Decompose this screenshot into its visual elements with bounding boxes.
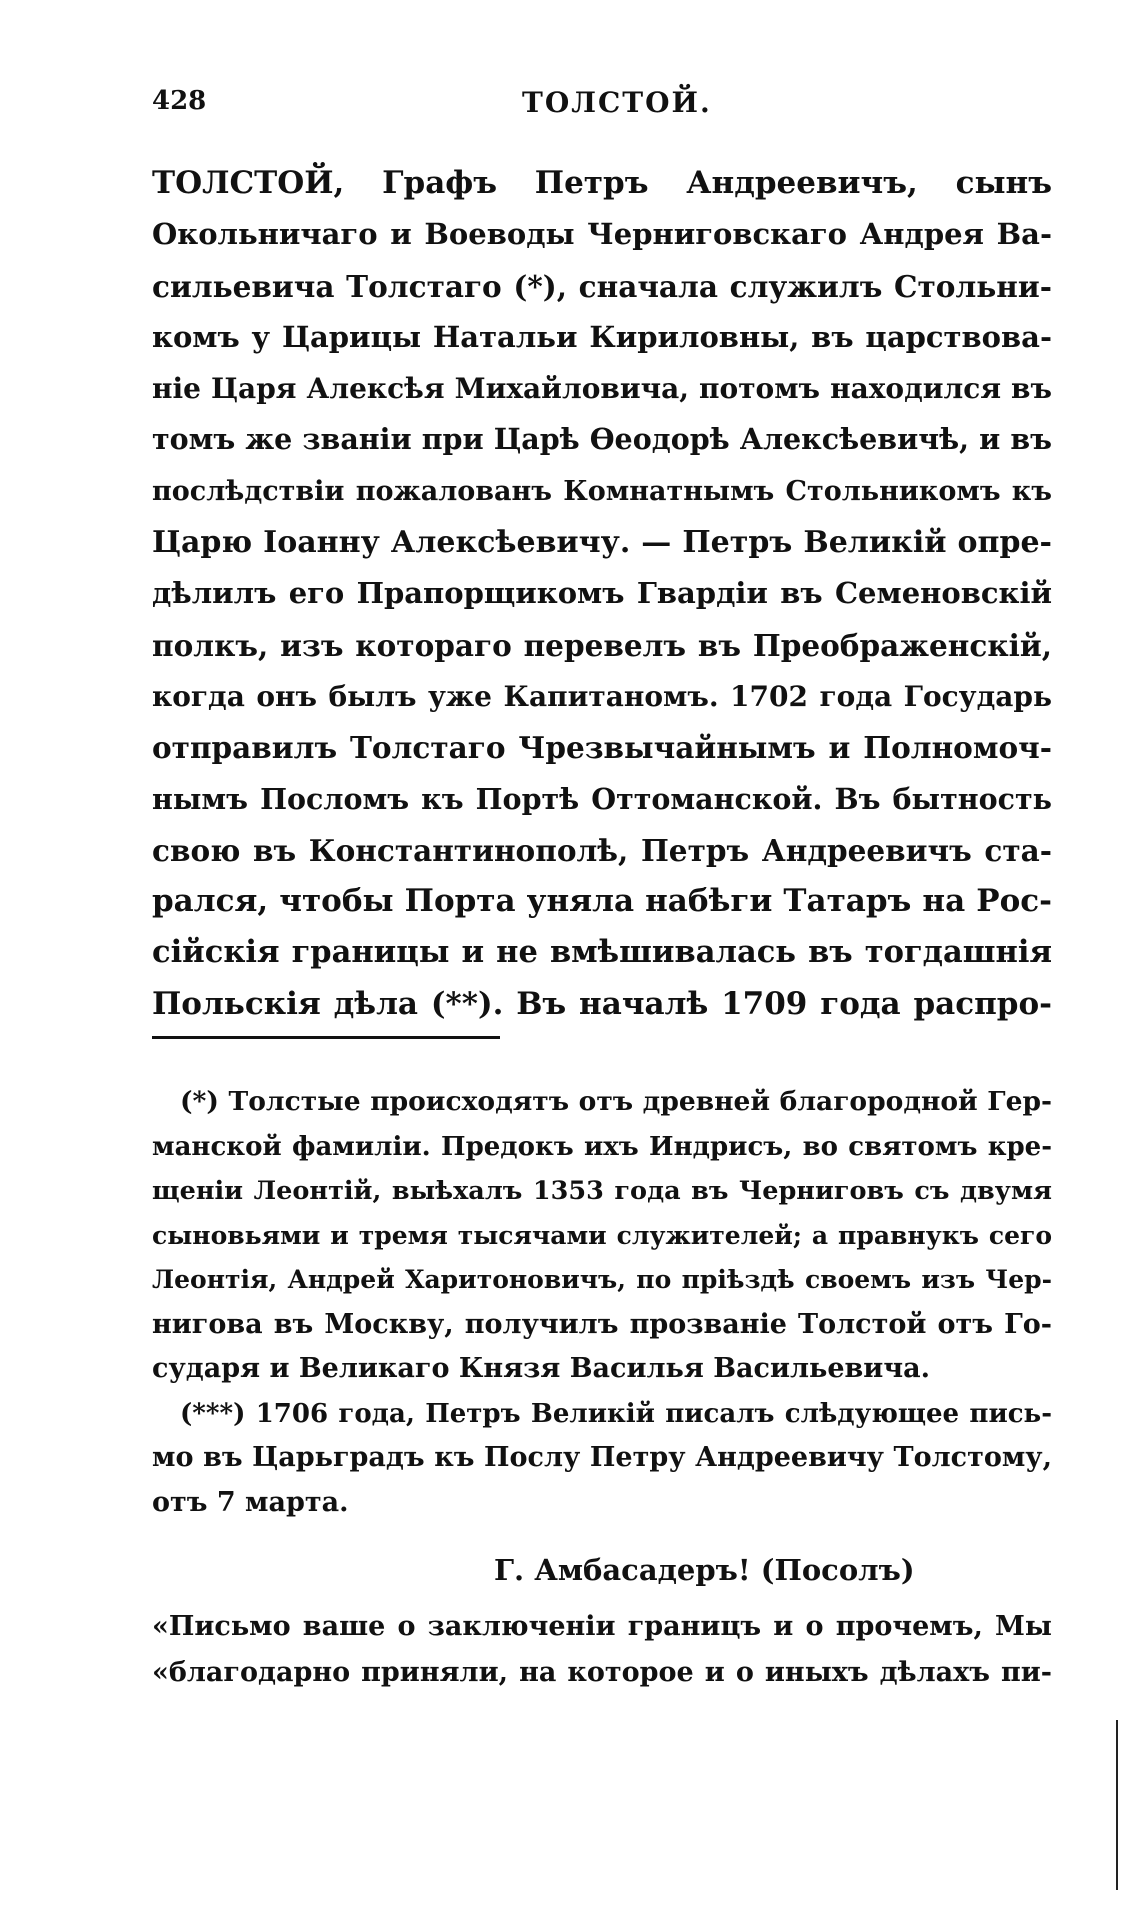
text-line: нымъ Посломъ къ Портѣ Оттоманской. Въ бытность <box>152 781 1052 816</box>
footnote-line: манской фамиліи. Предокъ ихъ Индрисъ, во святомъ кре- <box>152 1131 1052 1162</box>
text-line: ТОЛСТОЙ, Графъ Петръ Андреевичъ, сынъ <box>152 165 1052 201</box>
text-line: полкъ, изъ котораго перевелъ въ Преображенскій, <box>152 627 1052 663</box>
footnote-line: Леонтія, Андрей Харитоновичъ, по пріѣздѣ своемъ изъ Чер- <box>152 1265 1052 1294</box>
footnote-line: (*) Толстые происходятъ отъ древней благородной Гер- <box>180 1086 1052 1117</box>
page-number: 428 <box>152 86 207 116</box>
letter-line: «благодарно приняли, на которое и о иныхъ дѣлахъ пи- <box>152 1657 1052 1688</box>
text-line: отправилъ Толстаго Чрезвычайнымъ и Полномоч- <box>152 730 1052 766</box>
text-line: сильевича Толстаго (*), сначала служилъ Стольни- <box>152 268 1052 304</box>
text-line: свою въ Константинополѣ, Петръ Андреевичъ ста- <box>152 832 1052 868</box>
letter-text <box>152 1604 1052 1696</box>
scan-edge-mark <box>1116 1720 1118 1890</box>
text-line: дѣлилъ его Прапорщикомъ Гвардіи въ Семеновскій <box>152 576 1052 611</box>
text-line: комъ у Царицы Натальи Кириловны, въ царствова- <box>152 319 1052 354</box>
footnote-line: отъ 7 марта. <box>152 1486 349 1518</box>
text-line: послѣдствіи пожалованъ Комнатнымъ Стольникомъ къ <box>152 475 1052 507</box>
text-line: ніе Царя Алексѣя Михайловича, потомъ находился въ <box>152 372 1052 406</box>
text-line: когда онъ былъ уже Капитаномъ. 1702 года Государь <box>152 679 1052 713</box>
footnote-line: (***) 1706 года, Петръ Великій писалъ слѣдующее пись- <box>180 1398 1052 1429</box>
footnote-line: сударя и Великаго Князя Василья Васильевича. <box>152 1353 930 1384</box>
letter-line: «Письмо ваше о заключеніи границъ и о прочемъ, Мы <box>152 1611 1052 1642</box>
text-line: рался, чтобы Порта уняла набѣги Татаръ на Рос- <box>152 883 1052 920</box>
footnote-line: мо въ Царьградъ къ Послу Петру Андреевичу Толстому, <box>152 1442 1052 1473</box>
text-line: томъ же званіи при Царѣ Ѳеодорѣ Алексѣевичѣ, и въ <box>152 422 1052 457</box>
text-line: сійскія границы и не вмѣшивалась въ тогдашнія <box>152 934 1052 971</box>
footnotes <box>152 1080 1052 1525</box>
footnote-line: нигова въ Москву, получилъ прозваніе Толстой отъ Го- <box>152 1308 1052 1340</box>
footnote-line: сыновьями и тремя тысячами служителей; а правнукъ сего <box>152 1220 1052 1250</box>
text-line: Польскія дѣла (**). Въ началѣ 1709 года распро- <box>152 985 1052 1022</box>
text-line: Окольничаго и Воеводы Черниговскаго Андрея Ва- <box>152 217 1052 252</box>
footnote-line: щеніи Леонтій, выѣхалъ 1353 года въ Черниговъ съ двумя <box>152 1176 1052 1206</box>
letter-salutation: Г. Амбасадеръ! (Посолъ) <box>494 1553 915 1587</box>
main-text <box>152 158 1052 1030</box>
running-head: ТОЛСТОЙ. <box>522 86 712 119</box>
text-line: Царю Іоанну Алексѣевичу. — Петръ Великій опре- <box>152 525 1052 561</box>
page-header <box>152 86 1052 126</box>
footnote-rule <box>152 1036 500 1039</box>
